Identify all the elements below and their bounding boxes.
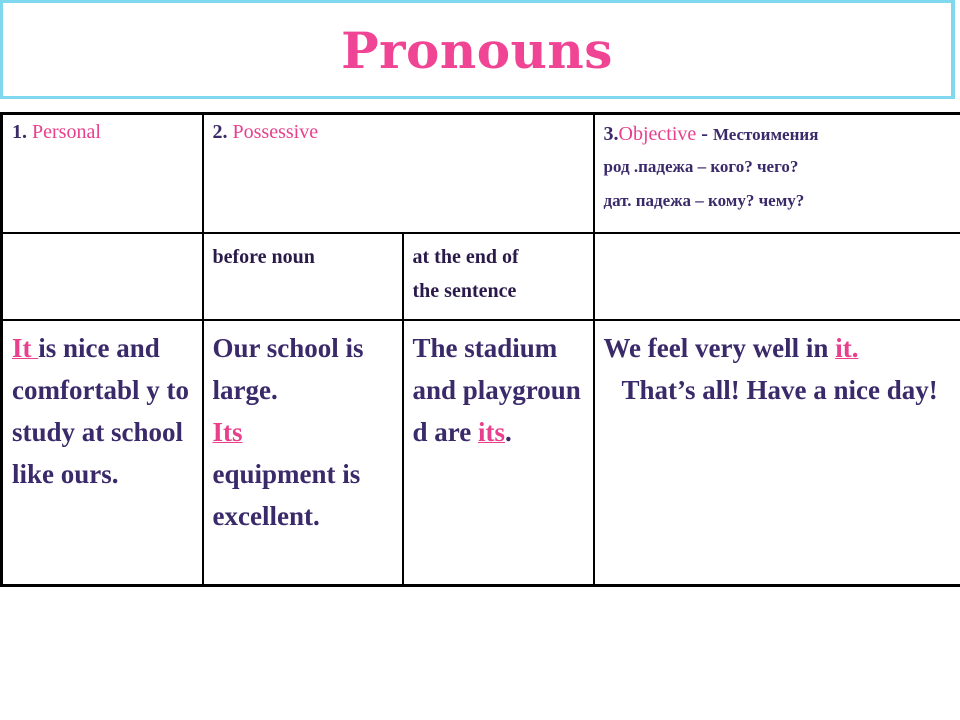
objective-example-text: We feel very well in — [603, 332, 836, 363]
personal-pronoun: It — [12, 332, 39, 363]
objective-ru-dative: дат. падежа – кому? чему? — [603, 191, 805, 210]
table-row-subheader — [2, 233, 960, 320]
objective-ru-title: Местоимения — [712, 125, 819, 144]
end-of-sentence-line2: the sentence — [412, 279, 517, 302]
cell-possessive-end-example — [403, 320, 594, 586]
cell-personal-header — [2, 114, 203, 233]
objective-label: Objective — [618, 123, 697, 145]
cell-objective-header — [594, 114, 960, 233]
closing-message: That’s all! Have a nice day! — [621, 374, 938, 405]
page-title: Pronouns — [341, 21, 613, 80]
cell-objective-example — [594, 320, 960, 586]
end-example-text: The stadium and playgroun d are — [412, 332, 581, 447]
objective-pronoun: it. — [835, 332, 859, 363]
end-example-punct: . — [505, 416, 512, 447]
objective-number: 3. — [603, 123, 619, 145]
cell-possessive-before-example — [203, 320, 403, 586]
cell-personal-example — [2, 320, 203, 586]
closing-text — [586, 369, 953, 411]
end-pronoun: its — [478, 416, 505, 447]
objective-dash: - — [696, 123, 713, 145]
possessive-example-line1: Our school is large. — [212, 332, 364, 405]
personal-example-text: is nice and comfortabl y to study at school like ours. — [12, 332, 189, 489]
end-of-sentence-line1: at the end of — [412, 245, 519, 268]
objective-ru-genitive: род .падежа – кого? чего? — [603, 157, 799, 176]
possessive-pronoun: Its — [212, 416, 243, 447]
cell-empty-2 — [594, 233, 960, 320]
cell-before-noun — [203, 233, 403, 320]
cell-end-of-sentence — [403, 233, 594, 320]
possessive-number: 2. — [212, 121, 228, 143]
table-row-examples — [2, 320, 960, 586]
cell-possessive-header — [203, 114, 594, 233]
possessive-label: Possessive — [232, 121, 319, 143]
personal-number: 1. — [12, 121, 27, 143]
pronouns-table — [0, 112, 960, 587]
before-noun-label: before noun — [212, 245, 315, 268]
title-box — [0, 0, 955, 99]
cell-empty-1 — [2, 233, 203, 320]
possessive-example-text: equipment is excellent. — [212, 458, 361, 531]
personal-label: Personal — [32, 121, 101, 143]
table-row-header — [2, 114, 960, 233]
